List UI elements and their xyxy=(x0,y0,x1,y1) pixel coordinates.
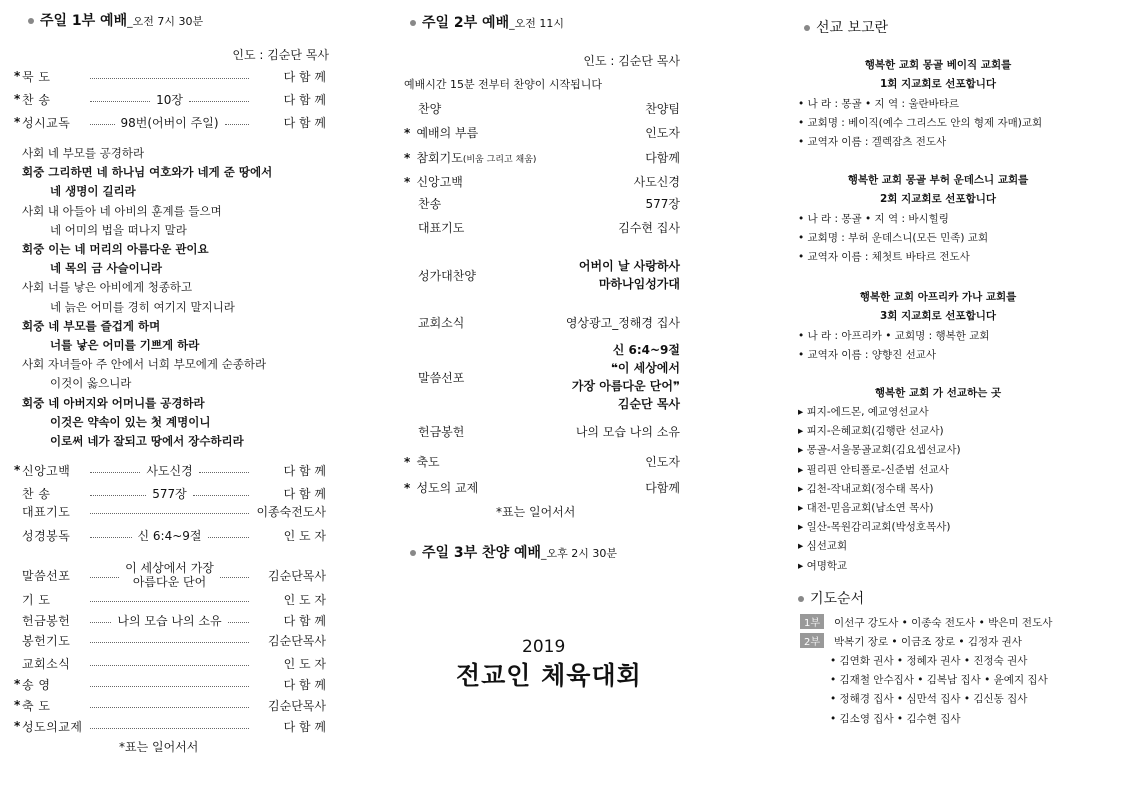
order-detail: 577장 xyxy=(152,486,187,501)
stand-mark: * xyxy=(14,115,21,129)
order-name: 봉헌기도 xyxy=(22,633,71,648)
order-person: 다 함 께 xyxy=(283,719,326,734)
order-row xyxy=(404,423,680,441)
dotted-leader xyxy=(90,686,249,687)
order-leader-line xyxy=(88,663,251,664)
block-line: • 교역자 이름 : 겔렉잠츠 전도사 xyxy=(798,136,947,148)
stand-mark: * xyxy=(14,698,21,712)
order-person: 다 함 께 xyxy=(283,677,326,692)
order-detail: 나의 모습 나의 소유 xyxy=(117,613,222,628)
stand-mark: * xyxy=(14,463,21,477)
order-name: 헌금봉헌 xyxy=(22,613,71,628)
order-row xyxy=(14,527,326,543)
reading-line: 사회 내 아들아 네 아비의 훈계를 들으며 xyxy=(22,203,222,218)
prayer-names: • 김소영 집사 • 김수현 집사 xyxy=(830,712,961,725)
dotted-leader xyxy=(228,622,249,623)
order-row xyxy=(14,114,326,130)
dotted-leader xyxy=(208,537,250,538)
order-person: 인 도 자 xyxy=(283,592,326,607)
order-name: 성시교독 xyxy=(22,115,71,130)
order-name: 교회소식 xyxy=(22,656,71,671)
order-name: 찬 송 xyxy=(22,92,51,107)
dotted-leader xyxy=(225,124,250,125)
reading-line: 회중 네 부모를 즐겁게 하며 xyxy=(22,318,161,333)
bullet-icon xyxy=(28,18,34,24)
order-name: 송 영 xyxy=(22,677,51,692)
stand-mark: * xyxy=(404,126,415,140)
block-subheading: 1회 지교회로 선포합니다 xyxy=(879,78,997,90)
reading-line: 네 목의 금 사슬이니라 xyxy=(50,261,162,276)
order-row xyxy=(14,676,326,692)
dotted-leader xyxy=(90,124,115,125)
order-name xyxy=(404,124,478,142)
order-row xyxy=(404,314,680,332)
order-detail: 인도자 xyxy=(645,455,680,469)
order-name: 성도의교제 xyxy=(22,719,83,734)
order-row xyxy=(14,462,326,478)
order-row xyxy=(404,100,680,118)
stand-mark: * xyxy=(14,719,21,733)
dotted-leader xyxy=(90,78,249,79)
order-name xyxy=(404,267,476,284)
service3-title: 주일 3부 찬양 예배_오후 2시 30분 xyxy=(410,542,617,562)
order-person: 김순단목사 xyxy=(268,698,326,713)
reading-line: 사회 자녀들아 주 안에서 너희 부모에게 순종하라 xyxy=(22,357,267,372)
order-row xyxy=(404,149,680,167)
order-person: 다 함 께 xyxy=(283,613,326,628)
order-leader-line xyxy=(88,511,251,512)
prayer-row xyxy=(800,633,1022,649)
order-leader-line xyxy=(88,485,251,502)
prayer-row xyxy=(830,672,1048,687)
order-row xyxy=(14,485,326,501)
dotted-leader xyxy=(90,665,249,666)
dotted-leader xyxy=(90,707,249,708)
service2-title: 주일 2부 예배_오전 11시 xyxy=(410,12,564,32)
prayer-title: 기도순서 xyxy=(798,588,864,608)
order-name xyxy=(404,314,464,332)
order-leader-line xyxy=(88,114,251,131)
stand-mark: * xyxy=(404,481,415,495)
block-line: • 나 라 : 아프리카 • 교회명 : 행복한 교회 xyxy=(798,330,990,342)
order-row xyxy=(14,503,326,519)
order-label: 축도 xyxy=(416,455,440,469)
support-item: ▸ 일산-목원감리교회(박성호목사) xyxy=(798,521,951,534)
order-name xyxy=(404,219,464,237)
order-row xyxy=(14,560,326,590)
prayer-row xyxy=(800,614,1052,630)
reading-line: 사회 네 부모를 공경하라 xyxy=(22,146,145,160)
prayer-names: • 김연화 권사 • 정혜자 권사 • 진정숙 권사 xyxy=(830,654,1028,667)
order-label: 성도의 교제 xyxy=(416,481,479,495)
reading-line: 사회 너를 낳은 아비에게 청종하고 xyxy=(22,280,193,295)
service1-note: *표는 일어서서 xyxy=(119,740,199,754)
block-line: • 교역자 이름 : 양향진 선교사 xyxy=(798,349,936,361)
support-item: ▸ 심선교회 xyxy=(798,540,848,553)
reading-line: 네 생명이 길리라 xyxy=(50,184,136,199)
dotted-leader xyxy=(90,728,249,729)
order-detail: 다함께 xyxy=(645,151,680,165)
order-detail: 이 세상에서 가장 아름다운 단어 xyxy=(125,561,214,589)
dotted-leader xyxy=(90,101,150,102)
reading-line: 이로써 네가 잘되고 땅에서 장수하리라 xyxy=(50,434,244,448)
order-person: 김순단목사 xyxy=(268,568,326,583)
order-row xyxy=(404,219,680,237)
order-row xyxy=(14,612,326,628)
order-name xyxy=(404,423,464,441)
event-year: 2019 xyxy=(522,637,566,657)
bullet-icon xyxy=(798,596,804,602)
reading-line: 이것은 약속이 있는 첫 계명이니 xyxy=(50,414,211,429)
stand-mark: * xyxy=(404,175,415,189)
event-name: 전교인 체육대회 xyxy=(456,661,642,690)
block-heading: 행복한 교회 몽골 베이직 교회를 xyxy=(864,59,1012,71)
service1-title: 주일 1부 예배_오전 7시 30분 xyxy=(28,10,203,30)
order-label: 말씀선포 xyxy=(418,370,465,385)
order-person: 인 도 자 xyxy=(283,656,326,671)
block-line: • 나 라 : 몽골 • 지 역 : 울란바타르 xyxy=(798,98,960,110)
order-name xyxy=(404,479,478,497)
order-name: 묵 도 xyxy=(22,69,51,84)
dotted-leader xyxy=(90,601,249,602)
order-name xyxy=(404,149,536,167)
order-row xyxy=(14,718,326,734)
order-label: 성가대찬양 xyxy=(418,268,476,283)
order-detail: 인도자 xyxy=(645,126,680,140)
order-detail: 577장 xyxy=(645,197,680,211)
order-label-note: (비움 그리고 채움) xyxy=(462,155,537,165)
dotted-leader xyxy=(220,577,249,578)
service2-notice: 예배시간 15분 전부터 찬양이 시작됩니다 xyxy=(404,78,602,91)
order-detail: 신 6:4~9절 xyxy=(137,528,202,543)
order-label: 대표기도 xyxy=(418,221,465,235)
order-row xyxy=(404,124,680,142)
order-row xyxy=(14,68,326,84)
prayer-names: • 김재철 안수집사 • 김복남 집사 • 윤예지 집사 xyxy=(830,673,1048,686)
order-leader-line xyxy=(88,684,251,685)
order-name: 기 도 xyxy=(22,592,51,607)
order-name: 성경봉독 xyxy=(22,528,71,543)
block-subheading: 3회 지교회로 선포합니다 xyxy=(879,310,997,322)
order-label: 참회기도 xyxy=(416,151,463,165)
order-leader-line xyxy=(88,91,251,108)
order-name: 대표기도 xyxy=(22,504,71,519)
support-item: ▸ 필리핀 안티폴로-신준범 선교사 xyxy=(798,463,949,476)
reading-line: 너를 낳은 어미를 기쁘게 하라 xyxy=(50,338,200,352)
bullet-icon xyxy=(410,20,416,26)
order-person: 김순단목사 xyxy=(268,633,326,648)
reading-line: 이것이 옳으니라 xyxy=(50,376,132,391)
block-line: • 나 라 : 몽골 • 지 역 : 바시힐링 xyxy=(798,213,949,225)
order-row xyxy=(14,591,326,607)
order-person: 다 함 께 xyxy=(283,115,326,130)
dotted-leader xyxy=(189,101,249,102)
order-person: 다 함 께 xyxy=(283,92,326,107)
stand-mark: * xyxy=(404,455,415,469)
order-person: 인 도 자 xyxy=(283,528,326,543)
support-item: ▸ 피지-에드몬, 예교영선교사 xyxy=(798,406,929,418)
order-name xyxy=(404,453,440,471)
order-leader-line xyxy=(88,599,251,600)
order-row xyxy=(404,257,680,293)
order-row xyxy=(14,655,326,671)
prayer-row xyxy=(830,691,1027,706)
support-item: ▸ 대전-믿음교회(남소연 목사) xyxy=(798,502,934,514)
dotted-leader xyxy=(199,472,249,473)
session-tag: 2부 xyxy=(800,633,824,648)
dotted-leader xyxy=(90,472,140,473)
reading-line: 네 어미의 법을 떠나지 말라 xyxy=(50,222,187,237)
order-name: 축 도 xyxy=(22,698,51,713)
order-name: 신앙고백 xyxy=(22,463,71,478)
order-leader-line xyxy=(88,76,251,77)
block-subheading: 2회 지교회로 선포합니다 xyxy=(879,193,997,205)
order-name: 말씀선포 xyxy=(22,568,71,583)
order-row xyxy=(404,479,680,497)
order-row xyxy=(14,697,326,713)
reading-line: 회중 네 아버지와 어머니를 공경하라 xyxy=(22,395,205,410)
session-tag: 1부 xyxy=(800,614,824,629)
order-detail: 사도신경 xyxy=(633,175,680,189)
support-item: ▸ 피지-은혜교회(김행란 선교사) xyxy=(798,425,944,438)
order-person: 다 함 께 xyxy=(283,69,326,84)
order-person: 이종숙전도사 xyxy=(256,504,326,519)
block-heading: 행복한 교회 아프리카 가나 교회를 xyxy=(859,291,1017,303)
order-detail: 나의 모습 나의 소유 xyxy=(575,425,680,439)
reading-line: 회중 그리하면 네 하나님 여호와가 네게 준 땅에서 xyxy=(22,165,273,180)
bullet-icon xyxy=(410,550,416,556)
prayer-names: 박복기 장로 • 이금조 장로 • 김정자 권사 xyxy=(834,636,1022,649)
order-detail: 신 6:4~9절 ❝이 세상에서 가장 아름다운 단어❞ 김순단 목사 xyxy=(571,343,680,411)
prayer-names: • 정해경 집사 • 심만석 집사 • 김신동 집사 xyxy=(830,693,1028,706)
service2-note: *표는 일어서서 xyxy=(496,505,576,519)
support-item: ▸ 몽골-서울몽골교회(김요셉선교사) xyxy=(798,444,961,457)
dotted-leader xyxy=(90,577,119,578)
block-line: • 교역자 이름 : 체첫트 바타르 전도사 xyxy=(798,251,970,263)
order-label: 찬양 xyxy=(418,102,442,116)
reading-line: 회중 이는 네 머리의 아름다운 관이요 xyxy=(22,242,209,256)
order-detail: 다함께 xyxy=(645,481,680,495)
stand-mark: * xyxy=(14,69,21,83)
prayer-names: 이선구 강도사 • 이종숙 전도사 • 박은미 전도사 xyxy=(834,617,1053,629)
order-row xyxy=(14,632,326,648)
order-detail: 영상광고_정해경 집사 xyxy=(565,316,680,330)
order-detail: 어버이 날 사랑하사 마하나임성가대 xyxy=(578,259,680,291)
support-title: 행복한 교회 가 선교하는 곳 xyxy=(874,387,1002,399)
order-name xyxy=(404,369,464,386)
dotted-leader xyxy=(90,513,249,514)
order-row xyxy=(404,173,680,191)
order-label: 교회소식 xyxy=(418,316,465,330)
block-line: • 교회명 : 부허 운데스니(모든 민족) 교회 xyxy=(798,232,989,244)
block-heading: 행복한 교회 몽골 부허 운데스니 교회를 xyxy=(847,174,1029,186)
prayer-row xyxy=(830,653,1027,668)
dotted-leader xyxy=(90,642,249,643)
order-row xyxy=(404,341,680,413)
service1-leader: 인도 : 김순단 목사 xyxy=(232,48,329,62)
block-line: • 교회명 : 베이직(예수 그리스도 안의 형제 자매)교회 xyxy=(798,117,1043,129)
dotted-leader xyxy=(90,622,111,623)
support-item: ▸ 김천-작내교회(정수태 목사) xyxy=(798,482,934,495)
order-leader-line xyxy=(88,612,251,629)
service2-leader: 인도 : 김순단 목사 xyxy=(583,54,680,68)
stand-mark: * xyxy=(404,151,415,165)
reading-line: 네 늙은 어미를 경히 여기지 말지니라 xyxy=(50,299,235,314)
order-person: 다 함 께 xyxy=(283,486,326,501)
order-row xyxy=(404,453,680,471)
order-leader-line xyxy=(88,705,251,706)
order-detail: 사도신경 xyxy=(146,463,193,478)
order-leader-line xyxy=(88,527,251,544)
stand-mark: * xyxy=(14,677,21,691)
prayer-row xyxy=(830,711,961,726)
order-detail: 10장 xyxy=(156,92,183,107)
order-label: 예배의 부름 xyxy=(416,126,479,140)
stand-mark: * xyxy=(14,92,21,106)
order-name xyxy=(404,195,441,213)
dotted-leader xyxy=(193,495,249,496)
order-name: 찬 송 xyxy=(22,486,51,501)
order-detail: 98번(어버이 주일) xyxy=(120,115,219,130)
order-label: 헌금봉헌 xyxy=(418,425,465,439)
order-row xyxy=(404,195,680,213)
order-leader-line xyxy=(88,561,251,589)
dotted-leader xyxy=(90,495,146,496)
order-name xyxy=(404,100,441,118)
dotted-leader xyxy=(90,537,132,538)
order-leader-line xyxy=(88,726,251,727)
order-leader-line xyxy=(88,640,251,641)
order-row xyxy=(14,91,326,107)
order-detail: 김수현 집사 xyxy=(618,221,680,235)
order-label: 찬송 xyxy=(418,197,442,211)
order-name xyxy=(404,173,463,191)
order-label: 신앙고백 xyxy=(416,175,463,189)
support-item: ▸ 여명학교 xyxy=(798,559,848,572)
order-leader-line xyxy=(88,462,251,479)
bullet-icon xyxy=(804,25,810,31)
mission-title: 선교 보고란 xyxy=(804,17,888,37)
order-person: 다 함 께 xyxy=(283,463,326,478)
order-detail: 찬양팀 xyxy=(645,102,680,116)
